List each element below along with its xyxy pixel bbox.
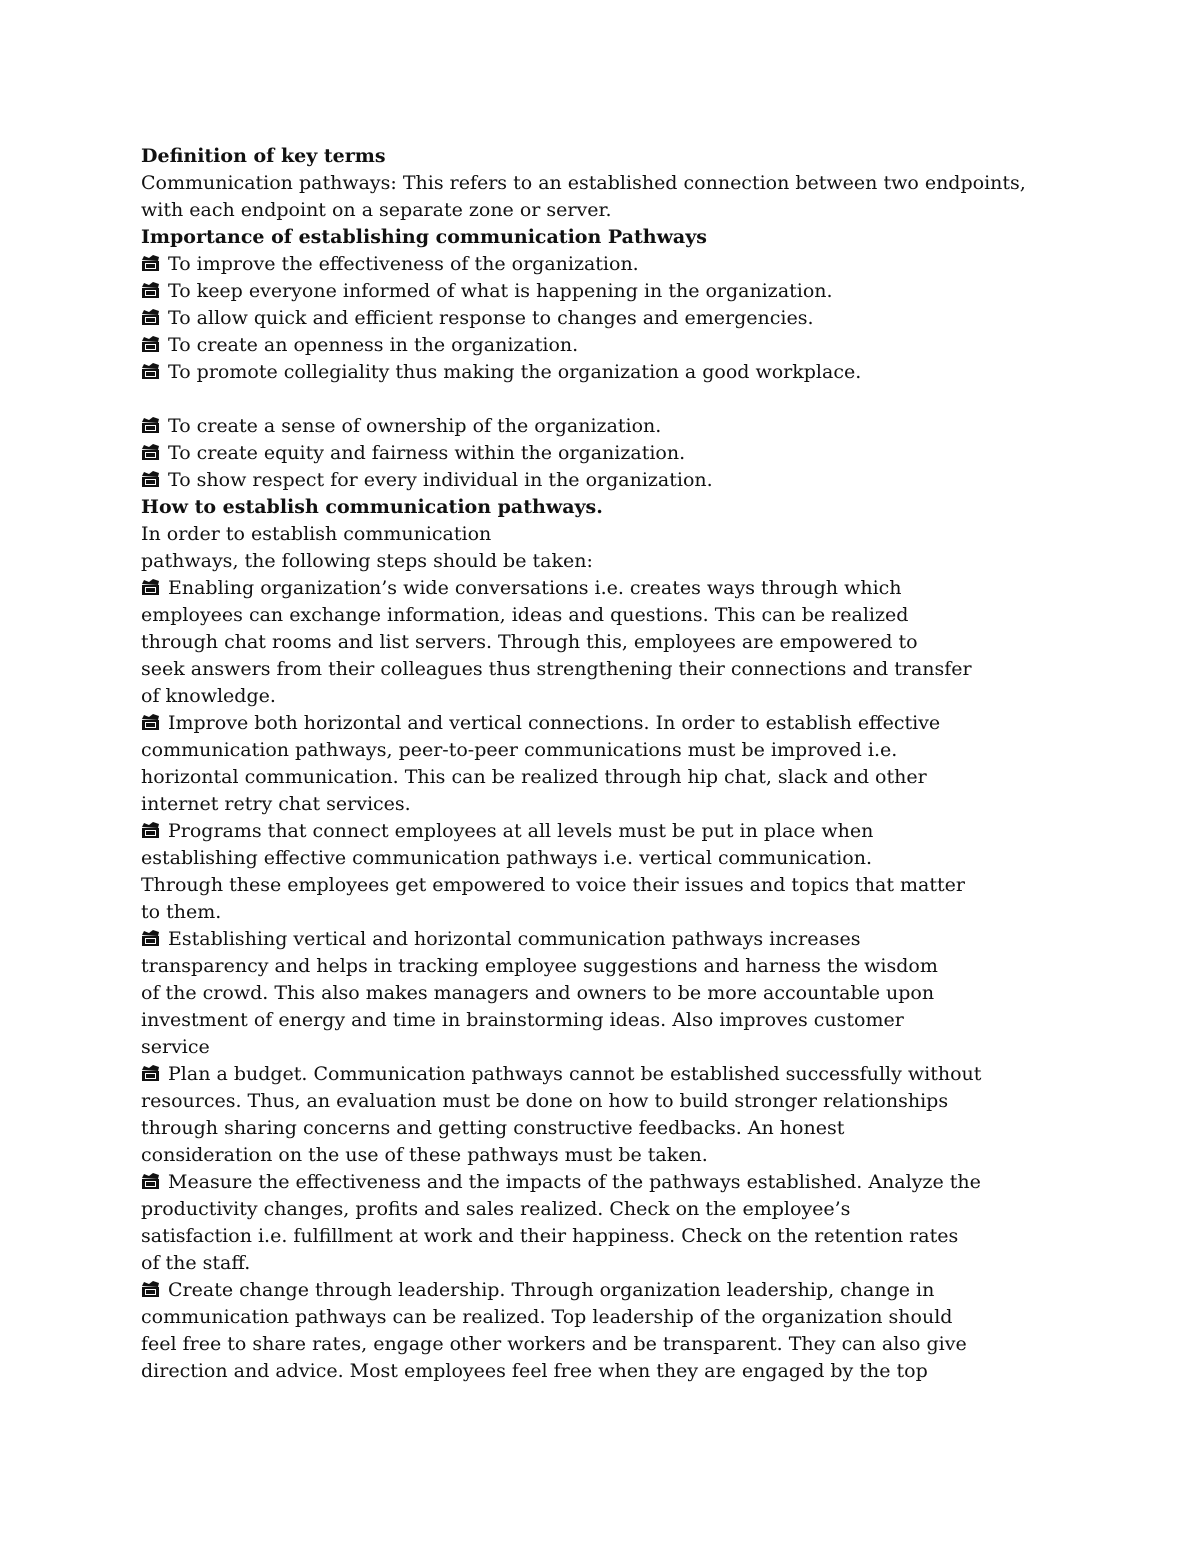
body-text-line: Through these employees get empowered to voice their issues and topics that matter — [141, 874, 965, 896]
body-text-line: transparency and helps in tracking employee suggestions and harness the wisdom — [141, 955, 938, 977]
clapperboard-icon — [141, 281, 161, 299]
bullet-item — [141, 1169, 1141, 1196]
body-text-line: to them. — [141, 901, 222, 923]
clapperboard-icon — [141, 821, 161, 839]
clapperboard-icon — [141, 713, 161, 731]
clapperboard-icon — [141, 416, 161, 434]
bullet-item — [141, 1277, 1141, 1304]
bullet-text: Create change through leadership. Through organization leadership, change in — [168, 1279, 935, 1301]
section-heading: Definition of key terms — [141, 145, 386, 167]
clapperboard-icon — [141, 929, 161, 947]
clapperboard-icon — [141, 578, 161, 596]
body-text-line: service — [141, 1036, 210, 1058]
body-text-line: through sharing concerns and getting constructive feedbacks. An honest — [141, 1117, 845, 1139]
bullet-item — [141, 467, 1141, 494]
bullet-text: To create an openness in the organization. — [168, 334, 579, 356]
bullet-text: To create a sense of ownership of the organization. — [168, 415, 662, 437]
bullet-item — [141, 278, 1141, 305]
bullet-item — [141, 251, 1141, 278]
body-text-line: communication pathways, peer-to-peer communications must be improved i.e. — [141, 739, 898, 761]
bullet-text: Measure the effectiveness and the impacts of the pathways established. Analyze the — [168, 1171, 981, 1193]
bullet-text: To show respect for every individual in the organization. — [168, 469, 713, 491]
clapperboard-icon — [141, 443, 161, 461]
body-text-line: of knowledge. — [141, 685, 276, 707]
body-text-line: direction and advice. Most employees feel free when they are engaged by the top — [141, 1360, 928, 1382]
bullet-text: To keep everyone informed of what is happening in the organization. — [168, 280, 833, 302]
clapperboard-icon — [141, 470, 161, 488]
body-text-line: communication pathways can be realized. Top leadership of the organization should — [141, 1306, 953, 1328]
bullet-item — [141, 332, 1141, 359]
body-text-line: with each endpoint on a separate zone or server. — [141, 199, 612, 221]
body-text-line: satisfaction i.e. fulfillment at work and their happiness. Check on the retention rates — [141, 1225, 959, 1247]
body-text-line: of the staff. — [141, 1252, 251, 1274]
clapperboard-icon — [141, 308, 161, 326]
body-text-line: through chat rooms and list servers. Through this, employees are empowered to — [141, 631, 918, 653]
bullet-item — [141, 305, 1141, 332]
section-heading: Importance of establishing communication Pathways — [141, 226, 707, 248]
bullet-text: Establishing vertical and horizontal communication pathways increases — [168, 928, 861, 950]
clapperboard-icon — [141, 1172, 161, 1190]
bullet-text: Programs that connect employees at all levels must be put in place when — [168, 820, 874, 842]
bullet-item — [141, 359, 1141, 386]
bullet-text: To allow quick and efficient response to changes and emergencies. — [168, 307, 814, 329]
bullet-text: Enabling organization’s wide conversations i.e. creates ways through which — [168, 577, 902, 599]
bullet-text: Plan a budget. Communication pathways cannot be established successfully without — [168, 1063, 982, 1085]
body-text-line: establishing effective communication pathways i.e. vertical communication. — [141, 847, 873, 869]
bullet-item — [141, 1061, 1141, 1088]
body-text-line: of the crowd. This also makes managers and owners to be more accountable upon — [141, 982, 935, 1004]
bullet-item — [141, 413, 1141, 440]
body-text-line: In order to establish communication — [141, 523, 492, 545]
body-text-line: horizontal communication. This can be realized through hip chat, slack and other — [141, 766, 927, 788]
clapperboard-icon — [141, 254, 161, 272]
body-text-line: employees can exchange information, ideas and questions. This can be realized — [141, 604, 909, 626]
clapperboard-icon — [141, 1280, 161, 1298]
body-text-line: consideration on the use of these pathways must be taken. — [141, 1144, 708, 1166]
bullet-text: Improve both horizontal and vertical connections. In order to establish effective — [168, 712, 941, 734]
body-text-line: internet retry chat services. — [141, 793, 411, 815]
section-heading: How to establish communication pathways. — [141, 496, 603, 518]
body-text-line: investment of energy and time in brainstorming ideas. Also improves customer — [141, 1009, 904, 1031]
bullet-text: To improve the effectiveness of the organization. — [168, 253, 639, 275]
bullet-text: To create equity and fairness within the organization. — [168, 442, 686, 464]
body-text-line: productivity changes, profits and sales realized. Check on the employee’s — [141, 1198, 851, 1220]
bullet-item — [141, 710, 1141, 737]
document-page — [141, 143, 1141, 1385]
bullet-text: To promote collegiality thus making the organization a good workplace. — [168, 361, 862, 383]
bullet-item — [141, 575, 1141, 602]
clapperboard-icon — [141, 335, 161, 353]
bullet-item — [141, 818, 1141, 845]
body-text-line: feel free to share rates, engage other workers and be transparent. They can also give — [141, 1333, 967, 1355]
body-text-line: seek answers from their colleagues thus strengthening their connections and transfer — [141, 658, 972, 680]
body-text-line: pathways, the following steps should be taken: — [141, 550, 593, 572]
clapperboard-icon — [141, 362, 161, 380]
body-text-line: resources. Thus, an evaluation must be done on how to build stronger relationships — [141, 1090, 949, 1112]
blank-line — [141, 386, 1141, 413]
clapperboard-icon — [141, 1064, 161, 1082]
body-text-line: Communication pathways: This refers to an established connection between two endpoints, — [141, 172, 1026, 194]
bullet-item — [141, 926, 1141, 953]
bullet-item — [141, 440, 1141, 467]
